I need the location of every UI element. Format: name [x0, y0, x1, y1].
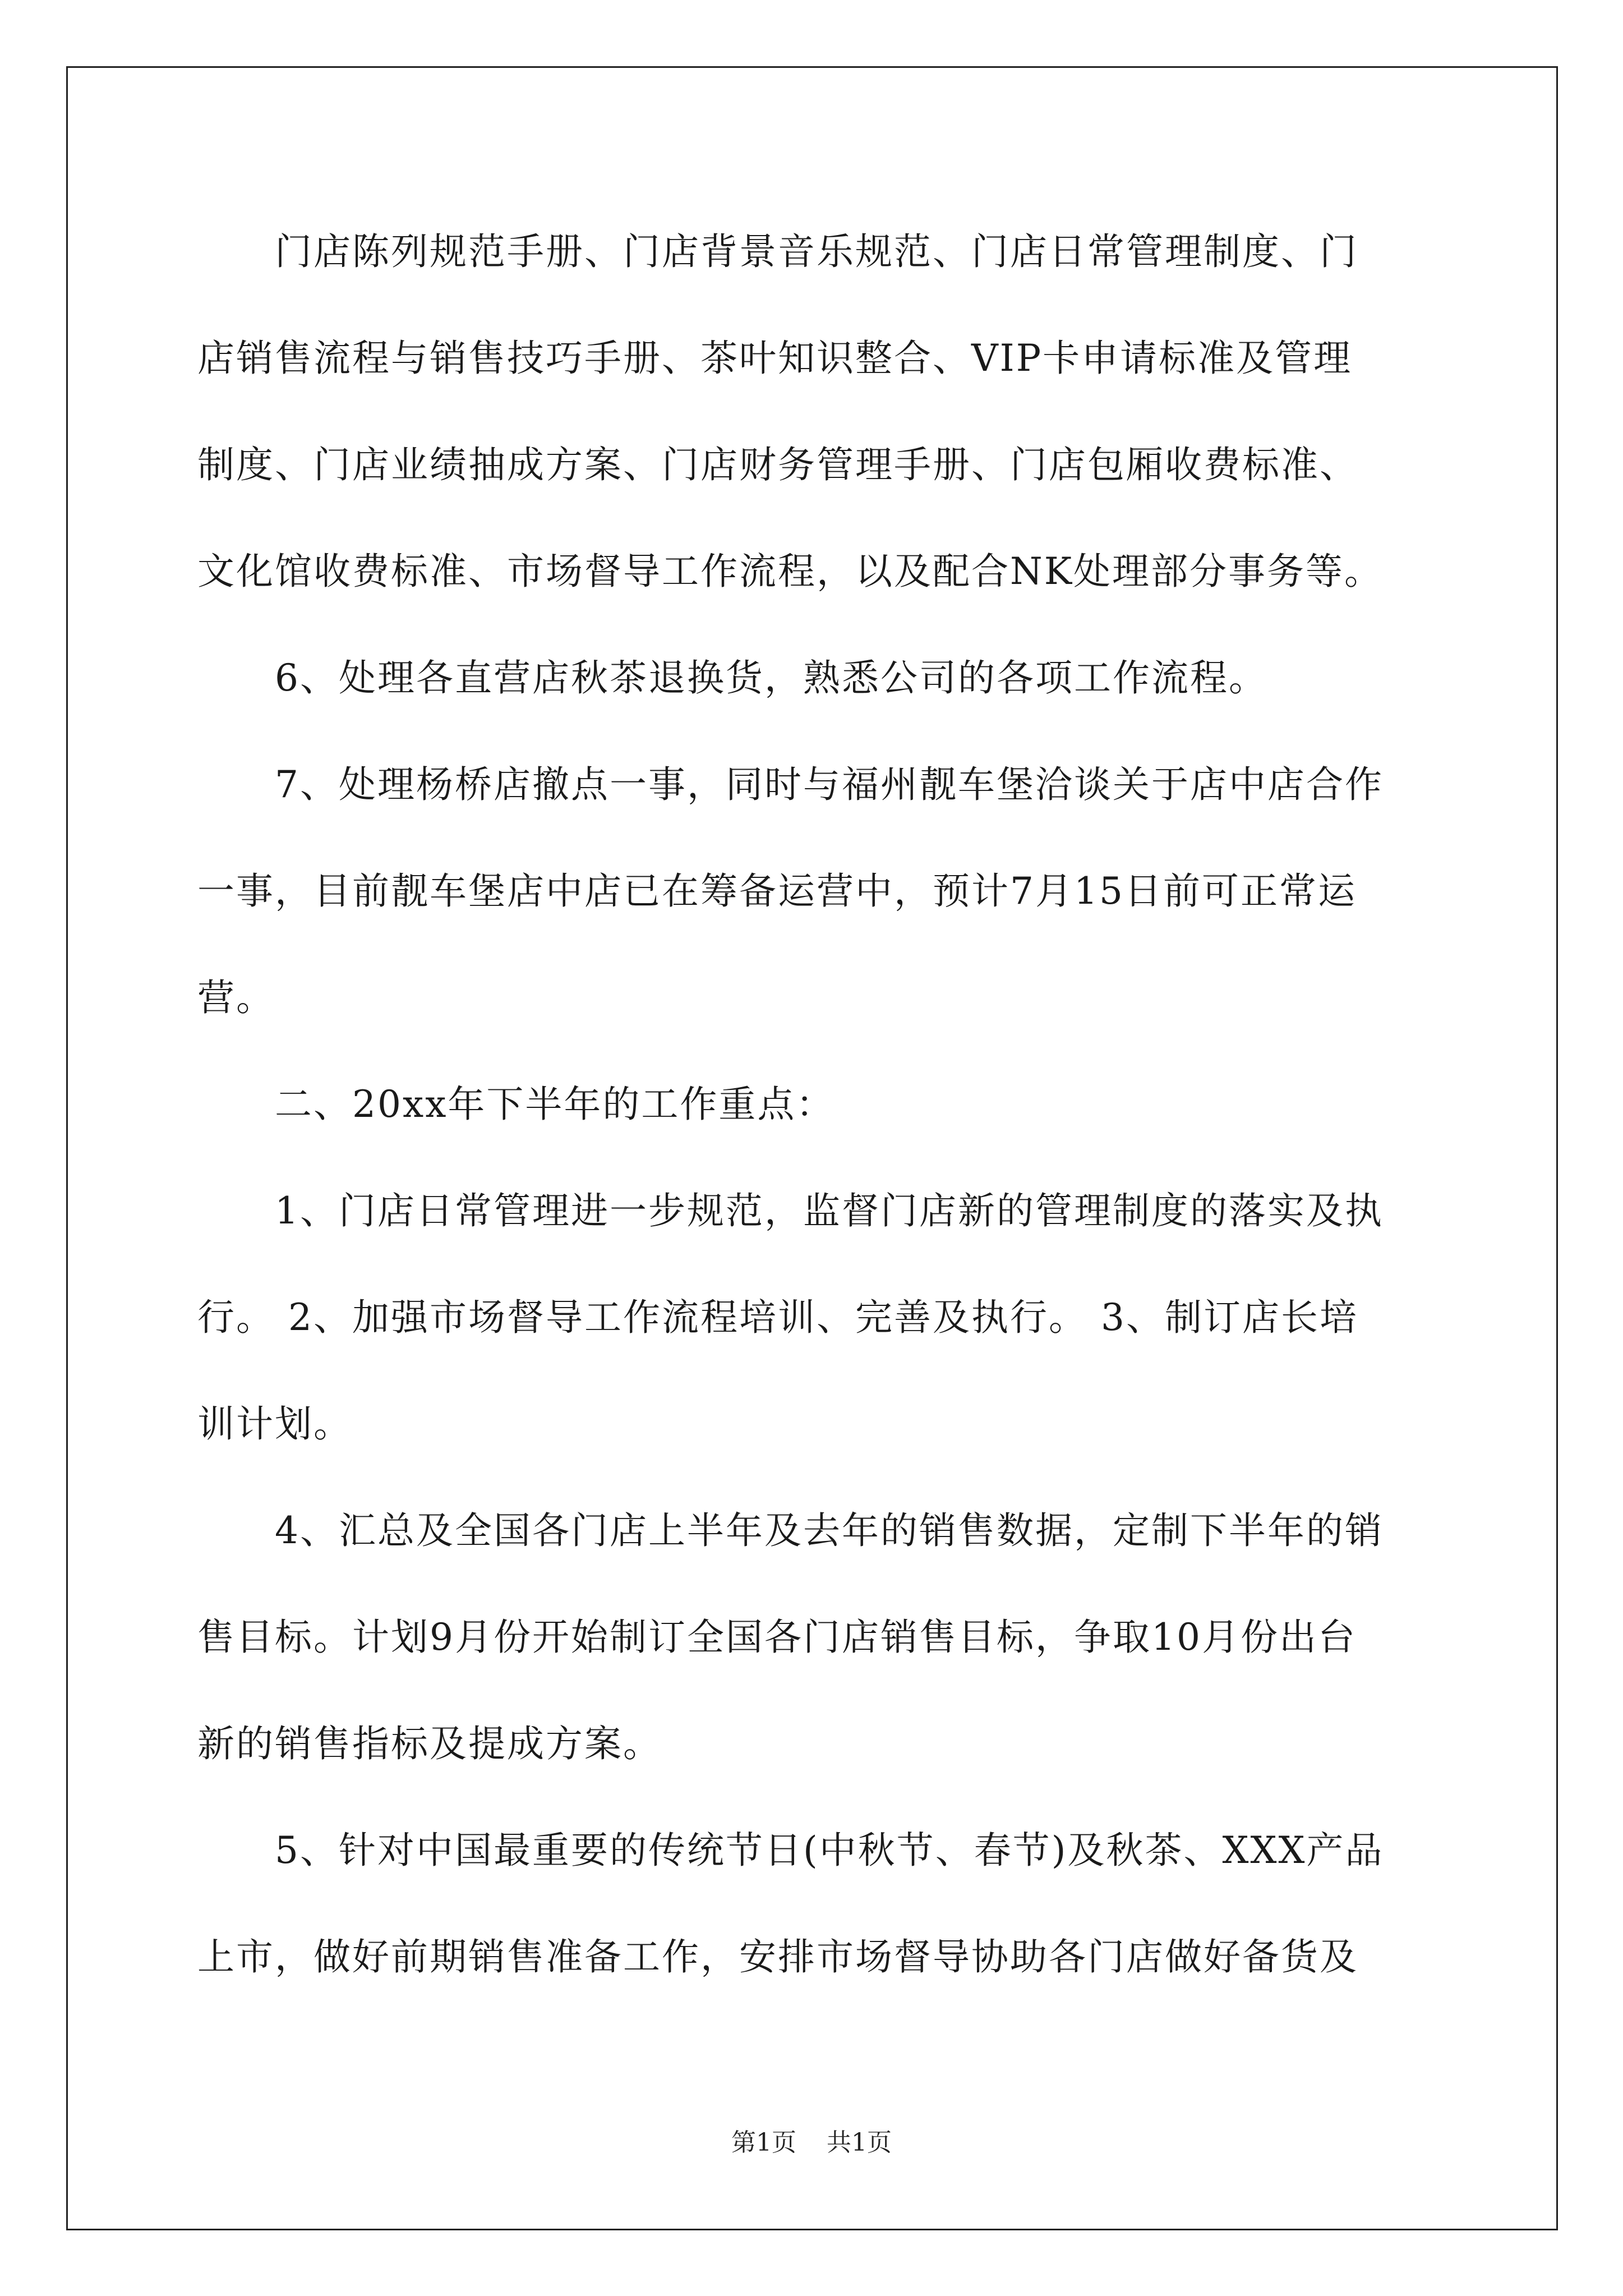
page-total: 共1页 — [827, 2128, 892, 2157]
text-line: 上市，做好前期销售准备工作，安排市场督导协助各门店做好备货及 — [197, 1935, 1358, 1978]
page-number: 第1页 — [731, 2128, 796, 2157]
text-line: 1、门店日常管理进一步规范，监督门店新的管理制度的落实及执 — [197, 1189, 1384, 1232]
text-line: 售目标。计划9月份开始制订全国各门店销售目标，争取10月份出台 — [197, 1616, 1357, 1659]
text-line: 训计划。 — [197, 1402, 352, 1446]
text-line: 门店陈列规范手册、门店背景音乐规范、门店日常管理制度、门 — [197, 230, 1358, 273]
text-line: 制度、门店业绩抽成方案、门店财务管理手册、门店包厢收费标准、 — [197, 443, 1358, 486]
text-line: 7、处理杨桥店撤点一事，同时与福州靓车堡洽谈关于店中店合作 — [197, 763, 1384, 806]
section-heading: 二、20xx年下半年的工作重点： — [197, 1083, 835, 1126]
text-line: 新的销售指标及提成方案。 — [197, 1722, 662, 1765]
text-line: 5、针对中国最重要的传统节日(中秋节、春节)及秋茶、XXX产品 — [197, 1829, 1384, 1872]
text-line: 4、汇总及全国各门店上半年及去年的销售数据，定制下半年的销 — [197, 1509, 1384, 1552]
text-line: 6、处理各直营店秋茶退换货，熟悉公司的各项工作流程。 — [197, 656, 1267, 700]
text-line: 文化馆收费标准、市场督导工作流程，以及配合NK处理部分事务等。 — [197, 550, 1384, 593]
document-body — [197, 210, 1431, 2022]
text-line: 店销售流程与销售技巧手册、茶叶知识整合、VIP卡申请标准及管理 — [197, 337, 1353, 380]
text-line: 营。 — [197, 976, 275, 1019]
page-footer — [0, 2126, 1623, 2160]
text-line: 一事，目前靓车堡店中店已在筹备运营中，预计7月15日前可正常运 — [197, 869, 1357, 913]
text-line: 行。 2、加强市场督导工作流程培训、完善及执行。 3、制订店长培 — [197, 1296, 1358, 1339]
